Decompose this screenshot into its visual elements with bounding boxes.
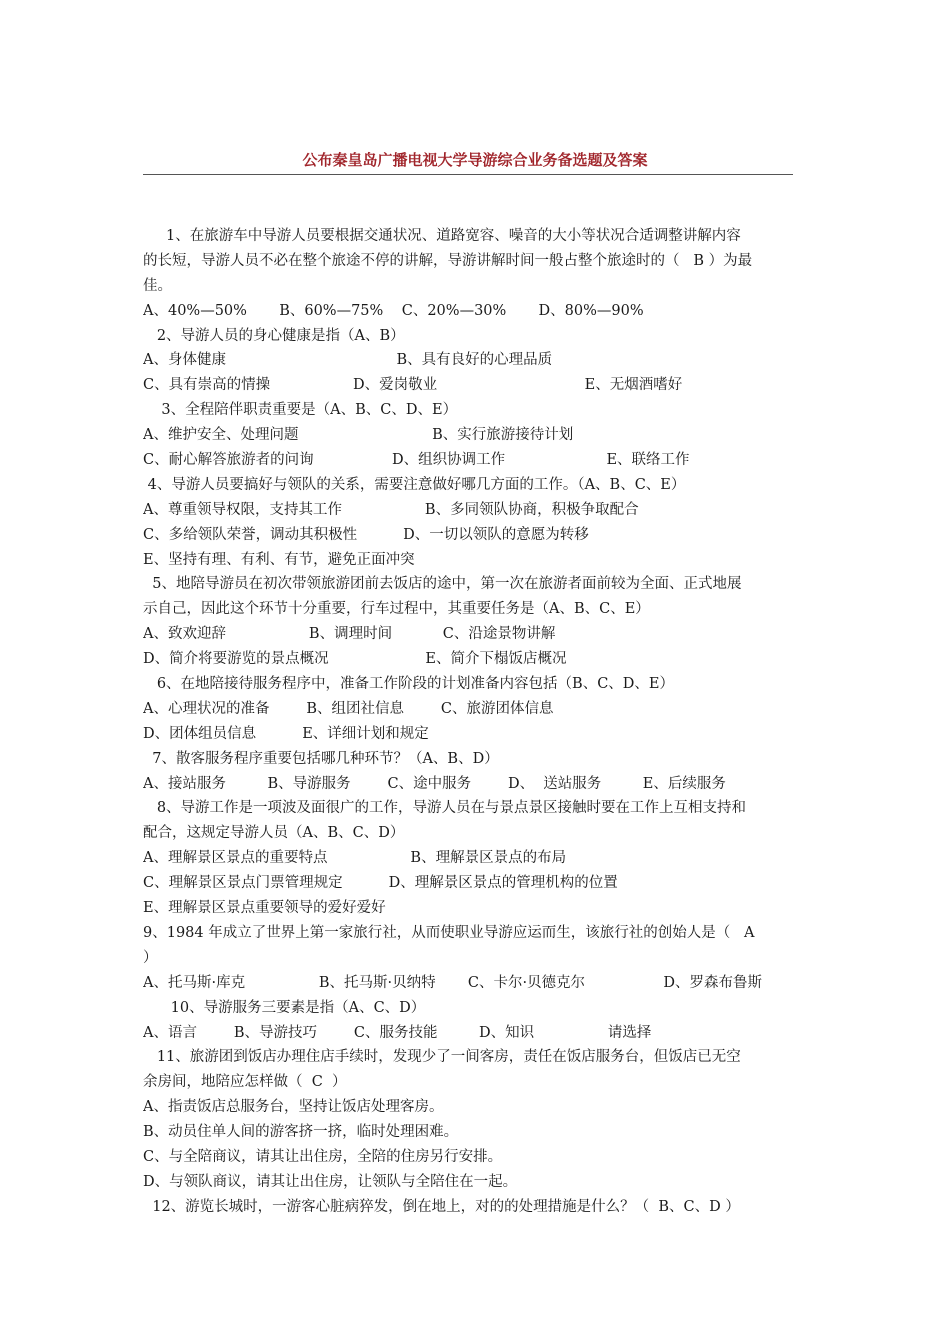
- text-line: 佳。: [143, 277, 172, 294]
- text-line: C、耐心解答旅游者的问询 D、组织协调工作 E、联络工作: [143, 452, 690, 469]
- text-line: C、多给领队荣誉，调动其积极性 D、一切以领队的意愿为转移: [143, 526, 589, 543]
- text-line: 11、旅游团到饭店办理住店手续时，发现少了一间客房，责任在饭店服务台，但饭店已无空: [143, 1049, 741, 1066]
- text-line: A、接站服务 B、导游服务 C、途中服务 D、 送站服务 E、后续服务: [143, 775, 726, 792]
- text-line: A、理解景区景点的重要特点 B、理解景区景点的布局: [143, 850, 567, 867]
- text-line: 4、导游人员要搞好与领队的关系，需要注意做好哪几方面的工作。（A、B、C、E）: [143, 476, 686, 493]
- text-line: 7、散客服务程序重要包括哪几种环节？（A、B、D）: [143, 750, 499, 767]
- text-line: A、语言 B、导游技巧 C、服务技能 D、知识 请选择: [143, 1024, 652, 1041]
- text-line: A、指责饭店总服务台，坚持让饭店处理客房。: [143, 1099, 444, 1116]
- text-line: E、坚持有理、有利、有节，避免正面冲突: [143, 551, 415, 568]
- text-line: D、简介将要游览的景点概况 E、简介下榻饭店概况: [143, 651, 567, 668]
- text-line: D、与领队商议，请其让出住房，让领队与全陪住在一起。: [143, 1173, 518, 1190]
- text-line: 10、导游服务三要素是指（A、C、D）: [143, 999, 426, 1016]
- text-line: 6、在地陪接待服务程序中，准备工作阶段的计划准备内容包括（B、C、D、E）: [143, 676, 675, 693]
- text-line: A、心理状况的准备 B、组团社信息 C、旅游团体信息: [143, 700, 554, 717]
- text-line: 示自己，因此这个环节十分重要，行车过程中，其重要任务是（A、B、C、E）: [143, 601, 650, 618]
- text-line: C、与全陪商议，请其让出住房，全陪的住房另行安排。: [143, 1148, 503, 1165]
- text-line: D、团体组员信息 E、详细计划和规定: [143, 725, 429, 742]
- text-line: 2、导游人员的身心健康是指（A、B）: [143, 327, 405, 344]
- text-line: E、理解景区景点重要领导的爱好爱好: [143, 900, 386, 917]
- text-line: B、动员住单人间的游客挤一挤，临时处理困难。: [143, 1124, 459, 1141]
- text-line: A、维护安全、处理问题 B、实行旅游接待计划: [143, 427, 574, 444]
- text-line: 的长短，导游人员不必在整个旅途不停的讲解，导游讲解时间一般占整个旅途时的（ B ）为最: [143, 252, 753, 269]
- text-line: A、身体健康 B、具有良好的心理品质: [143, 352, 553, 369]
- text-line: 余房间，地陪应怎样做（ C ）: [143, 1074, 347, 1091]
- text-line: 配合，这规定导游人员（A、B、C、D）: [143, 825, 405, 842]
- text-line: 9、1984 年成立了世界上第一家旅行社，从而使职业导游应运而生，该旅行社的创始人是（ A: [143, 924, 755, 941]
- text-line: A、致欢迎辞 B、调理时间 C、沿途景物讲解: [143, 626, 556, 643]
- text-line: A、40%—50% B、60%—75% C、20%—30% D、80%—90%: [143, 302, 644, 319]
- text-line: 12、游览长城时，一游客心脏病猝发，倒在地上，对的的处理措施是什么？（ B、C、D ）: [143, 1198, 740, 1215]
- document-title: 公布秦皇岛广播电视大学导游综合业务备选题及答案: [302, 151, 648, 169]
- text-line: 8、导游工作是一项波及面很广的工作，导游人员在与景点景区接触时要在工作上互相支持和: [143, 800, 747, 817]
- text-line: ）: [143, 949, 158, 966]
- text-line: C、理解景区景点门票管理规定 D、理解景区景点的管理机构的位置: [143, 875, 618, 892]
- text-line: A、尊重领导权限，支持其工作 B、多同领队协商，积极争取配合: [143, 501, 639, 518]
- document-body: [143, 224, 808, 1220]
- title-divider: [143, 174, 793, 175]
- text-line: 3、全程陪伴职责重要是（A、B、C、D、E）: [143, 402, 458, 419]
- text-line: C、具有崇高的情操 D、爱岗敬业 E、无烟酒嗜好: [143, 377, 683, 394]
- text-line: 5、地陪导游员在初次带领旅游团前去饭店的途中，第一次在旅游者面前较为全面、正式地展: [143, 576, 742, 593]
- text-line: 1、在旅游车中导游人员要根据交通状况、道路宽容、噪音的大小等状况合适调整讲解内容: [143, 228, 741, 244]
- text-line: A、托马斯·库克 B、托马斯·贝纳特 C、卡尔·贝德克尔 D、罗森布鲁斯: [143, 974, 763, 991]
